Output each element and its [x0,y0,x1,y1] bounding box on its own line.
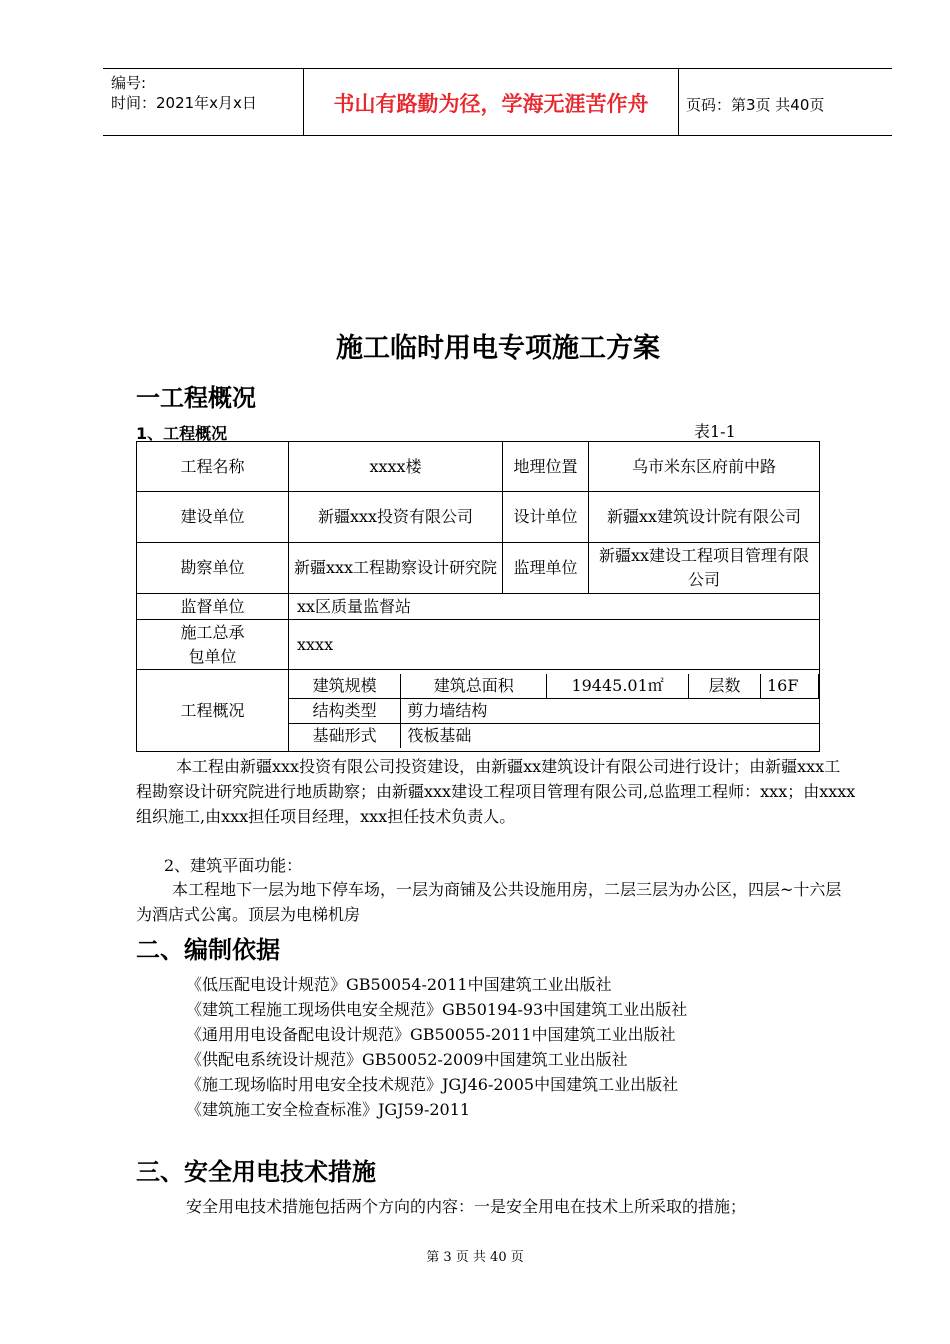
table-value-cell: xxxx楼 [289,442,503,492]
table-key-cell: 层数 [689,674,761,699]
document-number-label: 编号: [111,74,147,92]
subsection-1-heading: 1、工程概况 [136,424,228,443]
table-value-cell: 新疆xxx投资有限公司 [289,492,503,543]
table-caption: 表1-1 [694,422,736,441]
table-value-cell: 新疆xx建筑设计院有限公司 [589,492,820,543]
table-value-cell: 19445.01㎡ [547,674,689,699]
table-key-cell: 地理位置 [503,442,589,492]
document-date-label: 时间：2021年x月x日 [111,94,257,112]
table-key-cell: 设计单位 [503,492,589,543]
table-row [137,543,820,594]
table-key-cell: 建设单位 [137,492,289,543]
reference-item: 《通用用电设备配电设计规范》GB50055-2011中国建筑工业出版社 [186,1025,676,1044]
table-key-cell: 监督单位 [137,594,289,620]
document-title: 施工临时用电专项施工方案 [336,333,660,364]
page-info: 页码：第3页 共40页 [686,96,825,114]
header-motto: 书山有路勤为径，学海无涯苦作舟 [333,92,649,116]
table-row [289,723,819,748]
table-row [289,674,819,699]
table-key-cell: 工程概况 [137,670,289,752]
table-key-cell: 施工总承包单位 [137,620,289,670]
reference-item: 《建筑工程施工现场供电安全规范》GB50194-93中国建筑工业出版社 [186,1000,688,1019]
section-1-heading: 一工程概况 [136,384,256,412]
table-value-cell: 新疆xxx工程勘察设计研究院 [289,543,503,594]
table-row [137,594,820,620]
table-value-cell: 16F [761,674,819,699]
reference-item: 《供配电系统设计规范》GB50052-2009中国建筑工业出版社 [186,1050,628,1069]
page-footer: 第 3 页 共 40 页 [426,1250,524,1265]
project-scale-subtable [289,674,819,748]
header-top-rule [103,68,892,69]
table-key-cell: 结构类型 [289,698,401,723]
reference-item: 《建筑施工安全检查标准》JGJ59-2011 [186,1100,471,1119]
table-key-cell: 工程名称 [137,442,289,492]
header-bottom-rule [103,135,892,136]
table-value-cell: 新疆xx建设工程项目管理有限公司 [589,543,820,594]
table-value-cell: 筏板基础 [401,723,819,748]
project-overview-table [136,441,820,752]
table-key-cell: 建筑总面积 [401,674,547,699]
table-value-cell: xx区质量监督站 [289,594,820,620]
subsection-2-heading: 2、建筑平面功能： [164,856,303,875]
table-key-cell: 建筑规模 [289,674,401,699]
table-key-cell: 勘察单位 [137,543,289,594]
header-divider-right [678,68,679,136]
table-row [137,492,820,543]
table-row [137,670,820,752]
section-2-heading: 二、编制依据 [136,936,280,964]
reference-item: 《施工现场临时用电安全技术规范》JGJ46-2005中国建筑工业出版社 [186,1075,679,1094]
table-key-cell: 监理单位 [503,543,589,594]
floor-function-paragraph: 本工程地下一层为地下停车场，一层为商铺及公共设施用房，二层三层为办公区，四层~十六层为酒店式公寓。顶层为电梯机房 [136,880,842,924]
section-3-heading: 三、安全用电技术措施 [136,1158,376,1186]
table-key-cell: 基础形式 [289,723,401,748]
table-row [289,698,819,723]
reference-item: 《低压配电设计规范》GB50054-2011中国建筑工业出版社 [186,975,612,994]
table-row [137,442,820,492]
table-row [137,620,820,670]
table-value-cell: xxxx [289,620,820,670]
table-value-cell: 剪力墙结构 [401,698,819,723]
safety-measures-paragraph: 安全用电技术措施包括两个方向的内容：一是安全用电在技术上所采取的措施； [186,1197,747,1216]
table-value-cell: 乌市米东区府前中路 [589,442,820,492]
reference-list [186,972,687,1122]
project-description-paragraph: 本工程由新疆xxx投资有限公司投资建设，由新疆xx建筑设计有限公司进行设计；由新疆xxx工程勘察设计研究院进行地质勘察；由新疆xxx建设工程项目管理有限公司,总监理工程师：xxx；由xxxx组织施工,由xxx担任项目经理，xxx担任技术负责人。 [136,757,856,826]
table-nested-cell [289,670,820,752]
